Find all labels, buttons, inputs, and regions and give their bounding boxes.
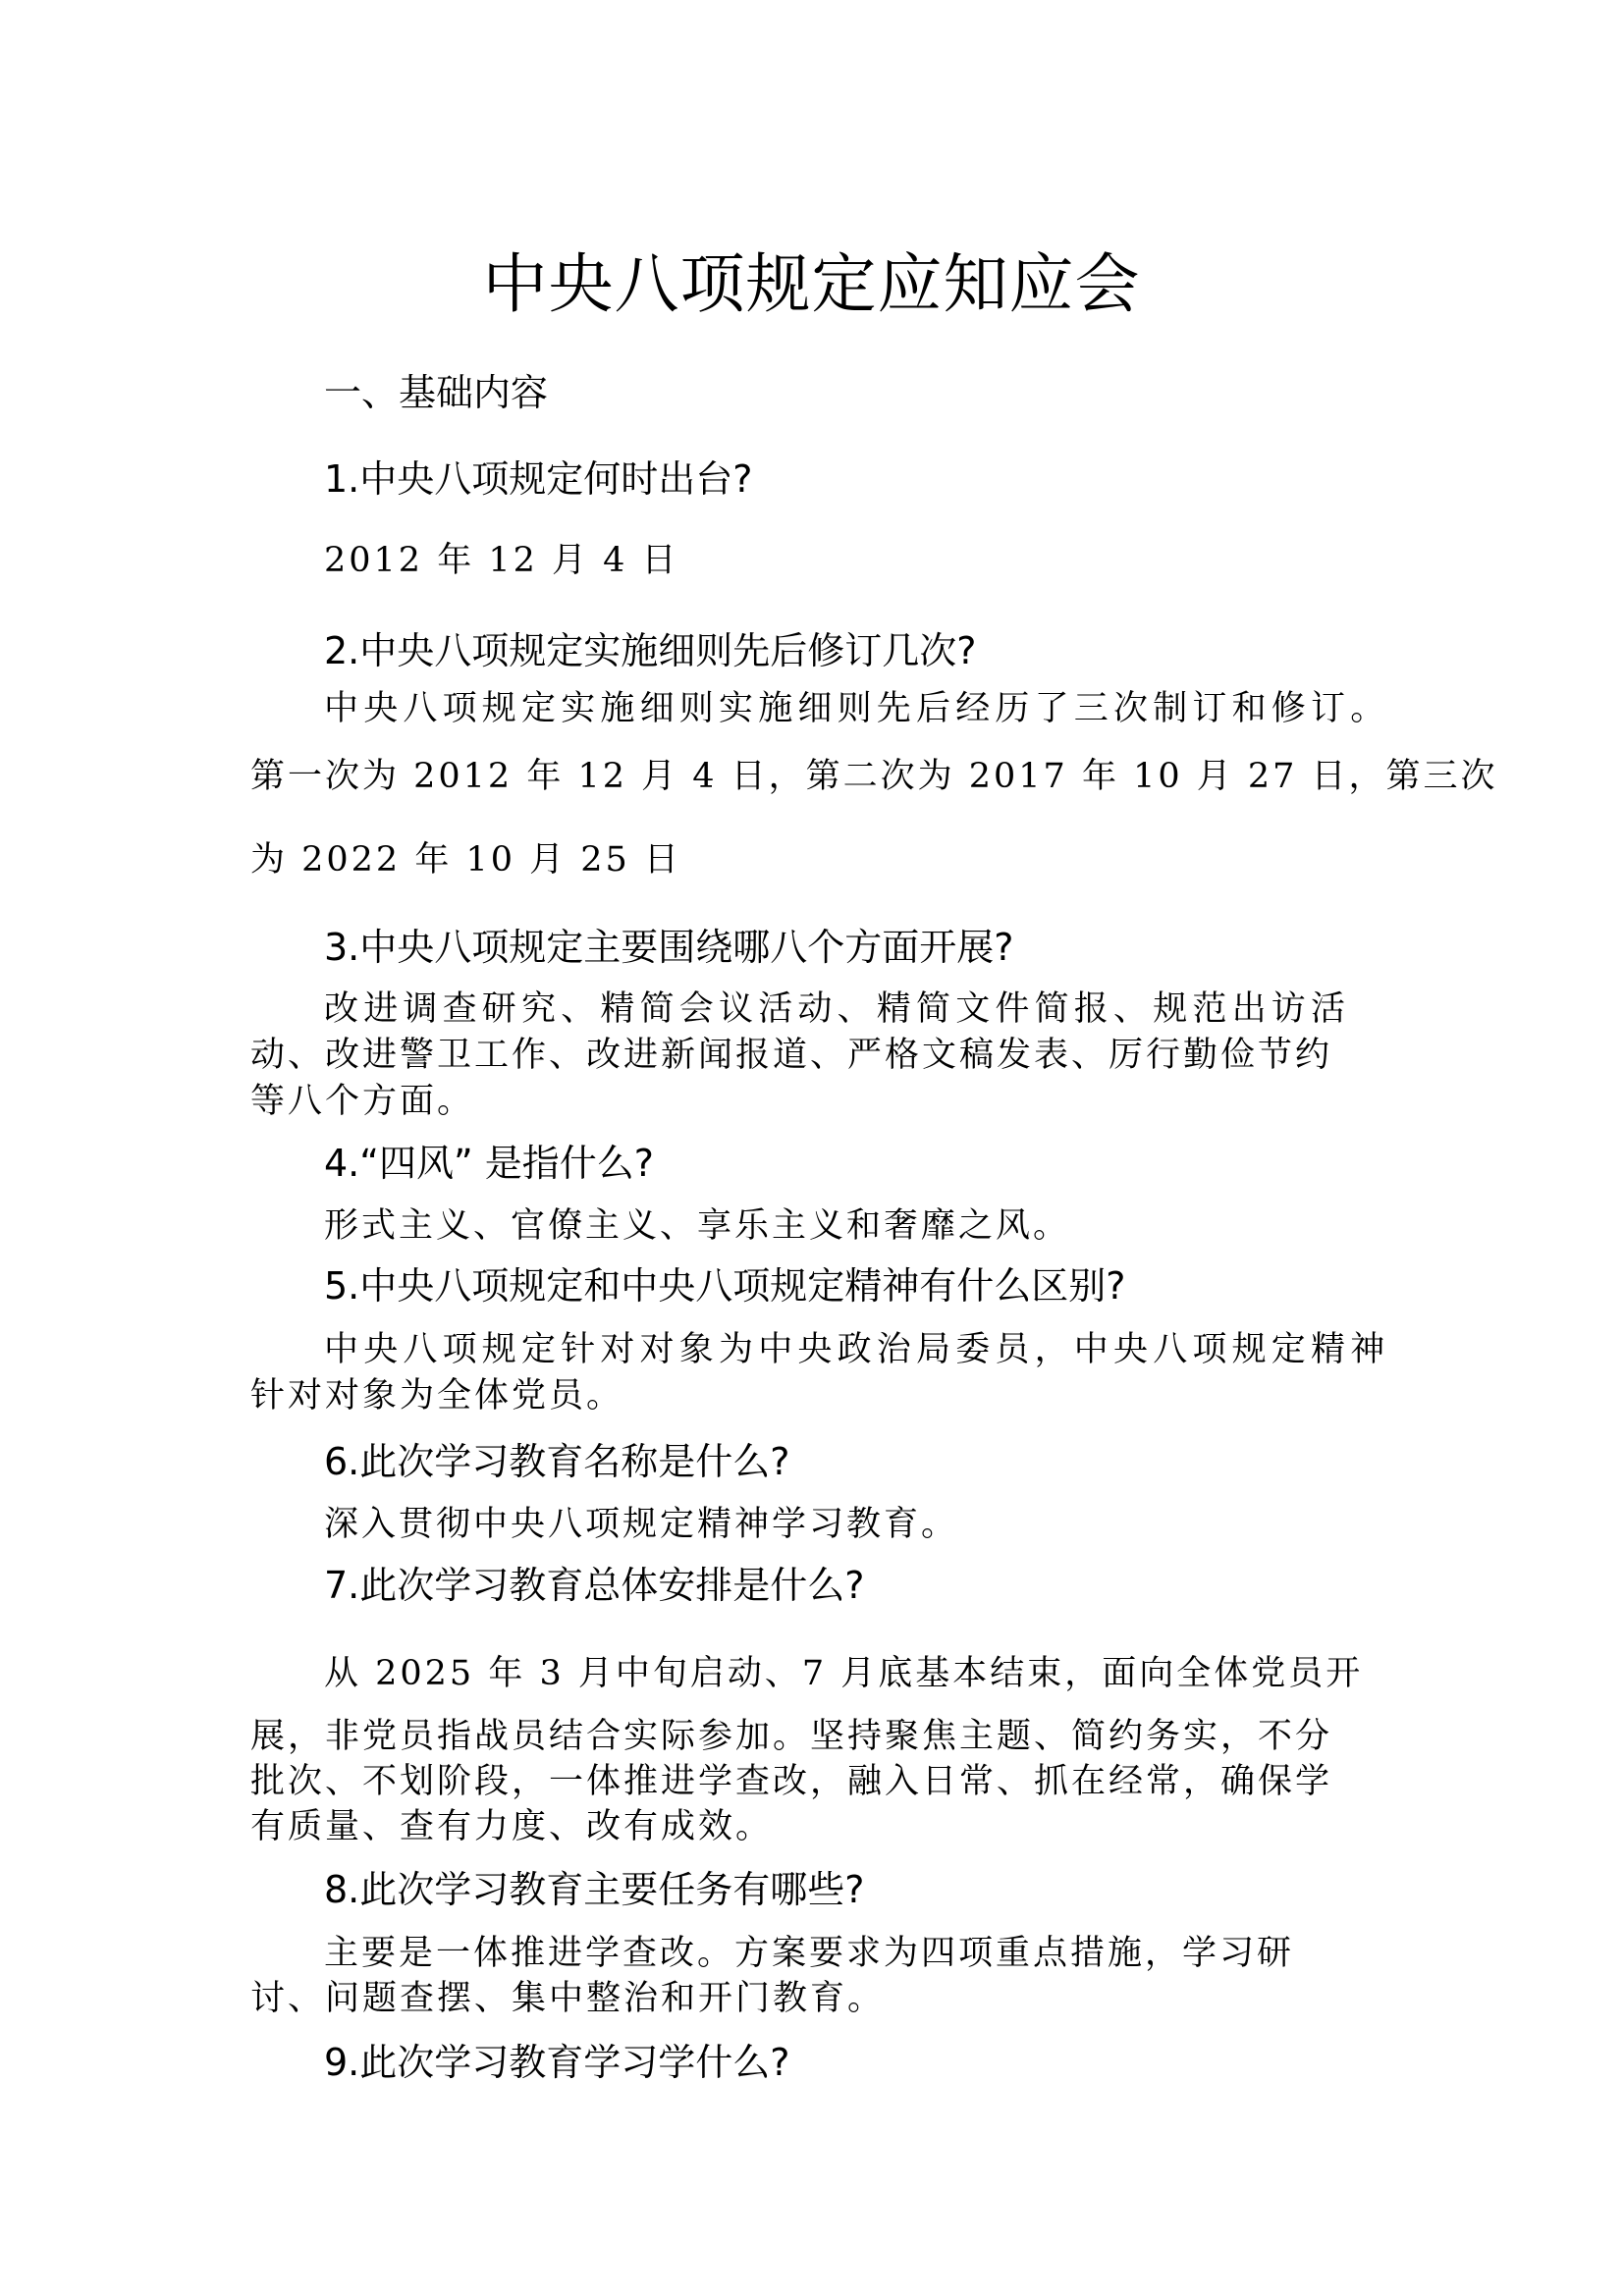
answer-5-line-1: 中央八项规定针对对象为中央政治局委员，中央八项规定精神 [324,1330,1390,1369]
question-1: 1.中央八项规定何时出台? [324,457,753,501]
question-6: 6.此次学习教育名称是什么? [324,1440,790,1483]
answer-3-line-1: 改进调查研究、精简会议活动、精简文件简报、规范出访活 [324,989,1351,1029]
answer-2-line-1: 中央八项规定实施细则实施细则先后经历了三次制订和修订。 [324,689,1390,728]
question-9: 9.此次学习教育学习学什么? [324,2041,790,2084]
answer-1: 2012 年 12 月 4 日 [324,541,679,580]
answer-8-line-1: 主要是一体推进学查改。方案要求为四项重点措施，学习研 [324,1934,1295,1973]
answer-7-line-1: 从 2025 年 3 月中旬启动、7 月底基本结束，面向全体党员开 [324,1654,1364,1693]
question-4: 4.“四风” 是指什么? [324,1142,654,1185]
answer-4: 形式主义、官僚主义、享乐主义和奢靡之风。 [324,1206,1071,1246]
answer-7-line-2: 展，非党员指战员结合实际参加。坚持聚焦主题、简约务实，不分 [250,1717,1333,1756]
answer-7-line-3: 批次、不划阶段，一体推进学查改，融入日常、抓在经常，确保学 [250,1762,1333,1801]
answer-2-line-2: 第一次为 2012 年 12 月 4 日，第二次为 2017 年 10 月 27 日，第三次 [250,757,1498,796]
question-2: 2.中央八项规定实施细则先后修订几次? [324,629,977,672]
answer-3-line-2: 动、改进警卫工作、改进新闻报道、严格文稿发表、厉行勤俭节约 [250,1036,1333,1075]
answer-6: 深入贯彻中央八项规定精神学习教育。 [324,1505,959,1544]
question-7: 7.此次学习教育总体安排是什么? [324,1564,865,1607]
answer-3-line-3: 等八个方面。 [250,1082,475,1121]
section-heading: 一、基础内容 [324,371,549,414]
answer-2-line-3: 为 2022 年 10 月 25 日 [250,840,681,880]
question-5: 5.中央八项规定和中央八项规定精神有什么区别? [324,1264,1126,1308]
question-8: 8.此次学习教育主要任务有哪些? [324,1868,865,1911]
question-3: 3.中央八项规定主要围绕哪八个方面开展? [324,926,1014,969]
answer-5-line-2: 针对对象为全体党员。 [250,1376,624,1415]
page-title: 中央八项规定应知应会 [482,246,1141,322]
answer-7-line-4: 有质量、查有力度、改有成效。 [250,1807,774,1846]
answer-8-line-2: 讨、问题查摆、集中整治和开门教育。 [250,1979,886,2018]
